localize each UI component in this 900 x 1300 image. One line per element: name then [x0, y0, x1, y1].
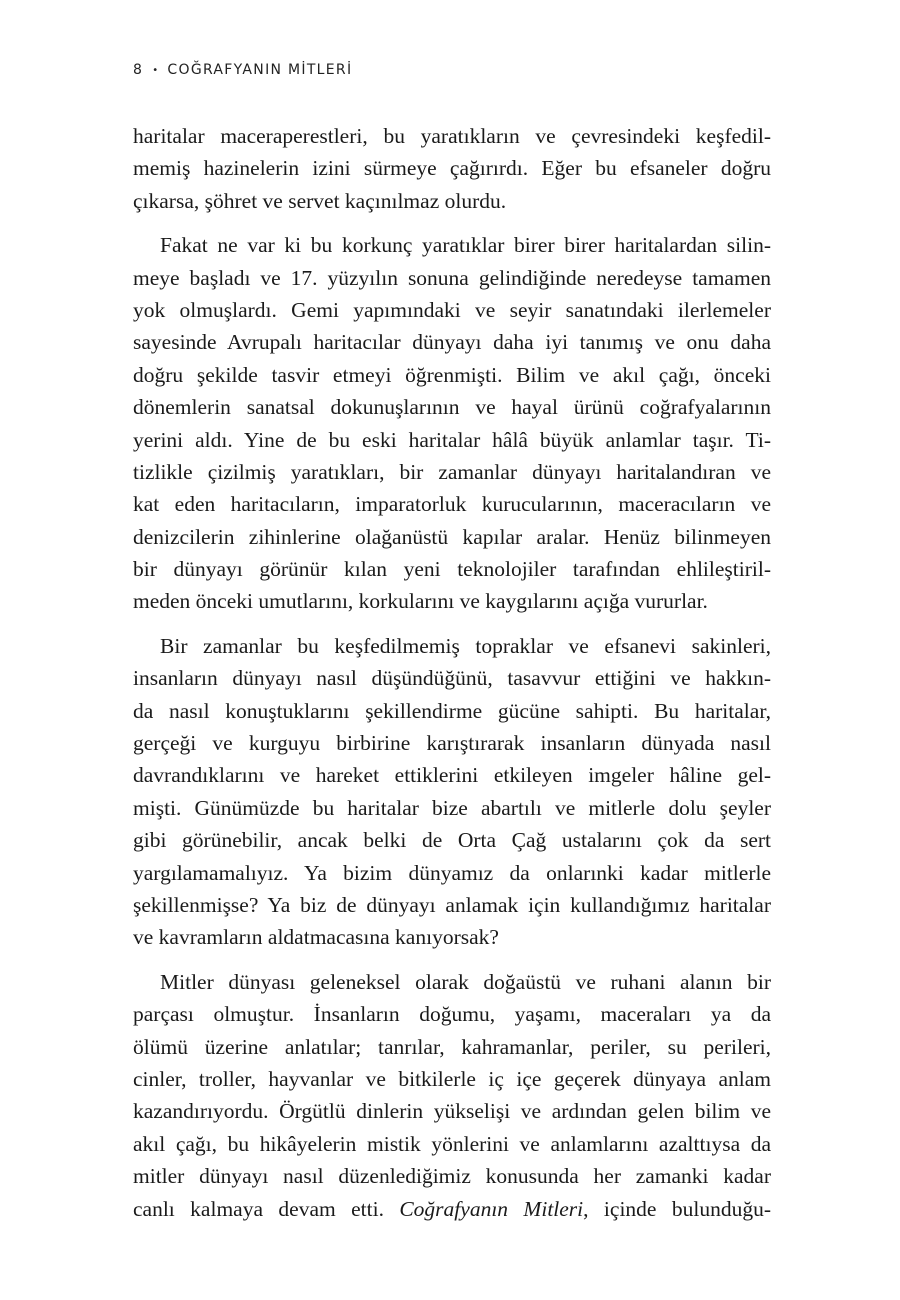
- paragraph-4: [133, 966, 771, 1225]
- text-run: , içinde bulunduğu-: [583, 1196, 771, 1221]
- text-line: meye başladı ve 17. yüzyılın sonuna gelindiğinde neredeyse tamamen: [133, 265, 771, 290]
- text-line: tizlikle çizilmiş yaratıkları, bir zamanlar dünyayı haritalandıran ve: [133, 459, 771, 484]
- text-line: kazandırıyordu. Örgütlü dinlerin yükselişi ve ardından gelen bilim ve: [133, 1099, 771, 1124]
- text-line: mitler dünyayı nasıl düzenlediğimiz konusunda her zamanki kadar: [133, 1164, 771, 1189]
- running-header: [133, 62, 352, 78]
- text-line: gerçeği ve kurguyu birbirine karıştırarak insanların dünyada nasıl: [133, 731, 771, 756]
- text-line: Fakat ne var ki bu korkunç yaratıklar birer birer haritalardan silin-: [160, 233, 771, 258]
- text-line: akıl çağı, bu hikâyelerin mistik yönlerini ve anlamlarını azalttıysa da: [133, 1131, 771, 1156]
- text-line: memiş hazinelerin izini sürmeye çağırırdı. Eğer bu efsaneler doğru: [133, 156, 771, 181]
- text-line: davrandıklarını ve hareket ettiklerini etkileyen imgeler hâline gel-: [133, 763, 771, 788]
- text-line: haritalar maceraperestleri, bu yaratıkların ve çevresindeki keşfedil-: [133, 124, 771, 148]
- text-line: yargılamamalıyız. Ya bizim dünyamız da onlarınki kadar mitlerle: [133, 860, 771, 885]
- text-line: mişti. Günümüzde bu haritalar bize abartılı ve mitlerle dolu şeyler: [133, 795, 771, 820]
- text-line-final: [133, 1193, 771, 1225]
- text-line: da nasıl konuştuklarını şekillendirme gücüne sahipti. Bu haritalar,: [133, 698, 771, 723]
- text-line: insanların dünyayı nasıl düşündüğünü, tasavvur ettiğini ve hakkın-: [133, 666, 771, 691]
- text-line: şekillenmişse? Ya biz de dünyayı anlamak için kullandığımız haritalar: [133, 892, 771, 917]
- book-title-italic: Coğrafyanın Mitleri: [399, 1196, 584, 1221]
- body-text: [133, 120, 771, 1225]
- text-line: cinler, troller, hayvanlar ve bitkilerle iç içe geçerek dünyaya anlam: [133, 1066, 771, 1091]
- text-line: parçası olmuştur. İnsanların doğumu, yaşamı, maceraları ya da: [133, 1002, 771, 1027]
- text-line: yerini aldı. Yine de bu eski haritalar hâlâ büyük anlamlar taşır. Ti-: [133, 427, 771, 452]
- text-run: canlı kalmaya devam etti.: [133, 1196, 400, 1221]
- text-line: çıkarsa, şöhret ve servet kaçınılmaz olurdu.: [133, 188, 507, 213]
- text-line: denizcilerin zihinlerine olağanüstü kapılar aralar. Henüz bilinmeyen: [133, 524, 771, 549]
- text-line: ve kavramların aldatmacasına kanıyorsak?: [133, 925, 499, 950]
- text-line: dönemlerin sanatsal dokunuşlarının ve hayal ürünü coğrafyalarının: [133, 395, 771, 420]
- header-bullet: •: [152, 65, 160, 76]
- paragraph-2: [133, 229, 771, 618]
- text-line: kat eden haritacıların, imparatorluk kurucularının, maceracıların ve: [133, 492, 771, 517]
- text-line: gibi görünebilir, ancak belki de Orta Çağ ustalarını çok da sert: [133, 828, 771, 853]
- text-line: meden önceki umutlarını, korkularını ve kaygılarını açığa vururlar.: [133, 589, 708, 614]
- text-line: bir dünyayı görünür kılan yeni teknolojiler tarafından ehlileştiril-: [133, 557, 771, 582]
- paragraph-3: [133, 630, 771, 954]
- text-line: doğru şekilde tasvir etmeyi öğrenmişti. Bilim ve akıl çağı, önceki: [133, 362, 771, 387]
- text-line: sayesinde Avrupalı haritacılar dünyayı daha iyi tanımış ve onu daha: [133, 330, 771, 355]
- text-line: yok olmuşlardı. Gemi yapımındaki ve seyir sanatındaki ilerlemeler: [133, 297, 771, 322]
- paragraph-1: [133, 120, 771, 217]
- text-line: Bir zamanlar bu keşfedilmemiş topraklar ve efsanevi sakinleri,: [160, 633, 771, 658]
- book-title: COĞRAFYANIN MİTLERİ: [167, 62, 353, 78]
- text-line: ölümü üzerine anlatılar; tanrılar, kahramanlar, periler, su perileri,: [133, 1034, 771, 1059]
- text-line: Mitler dünyası geleneksel olarak doğaüstü ve ruhani alanın bir: [160, 969, 771, 994]
- page-number: 8: [133, 62, 144, 78]
